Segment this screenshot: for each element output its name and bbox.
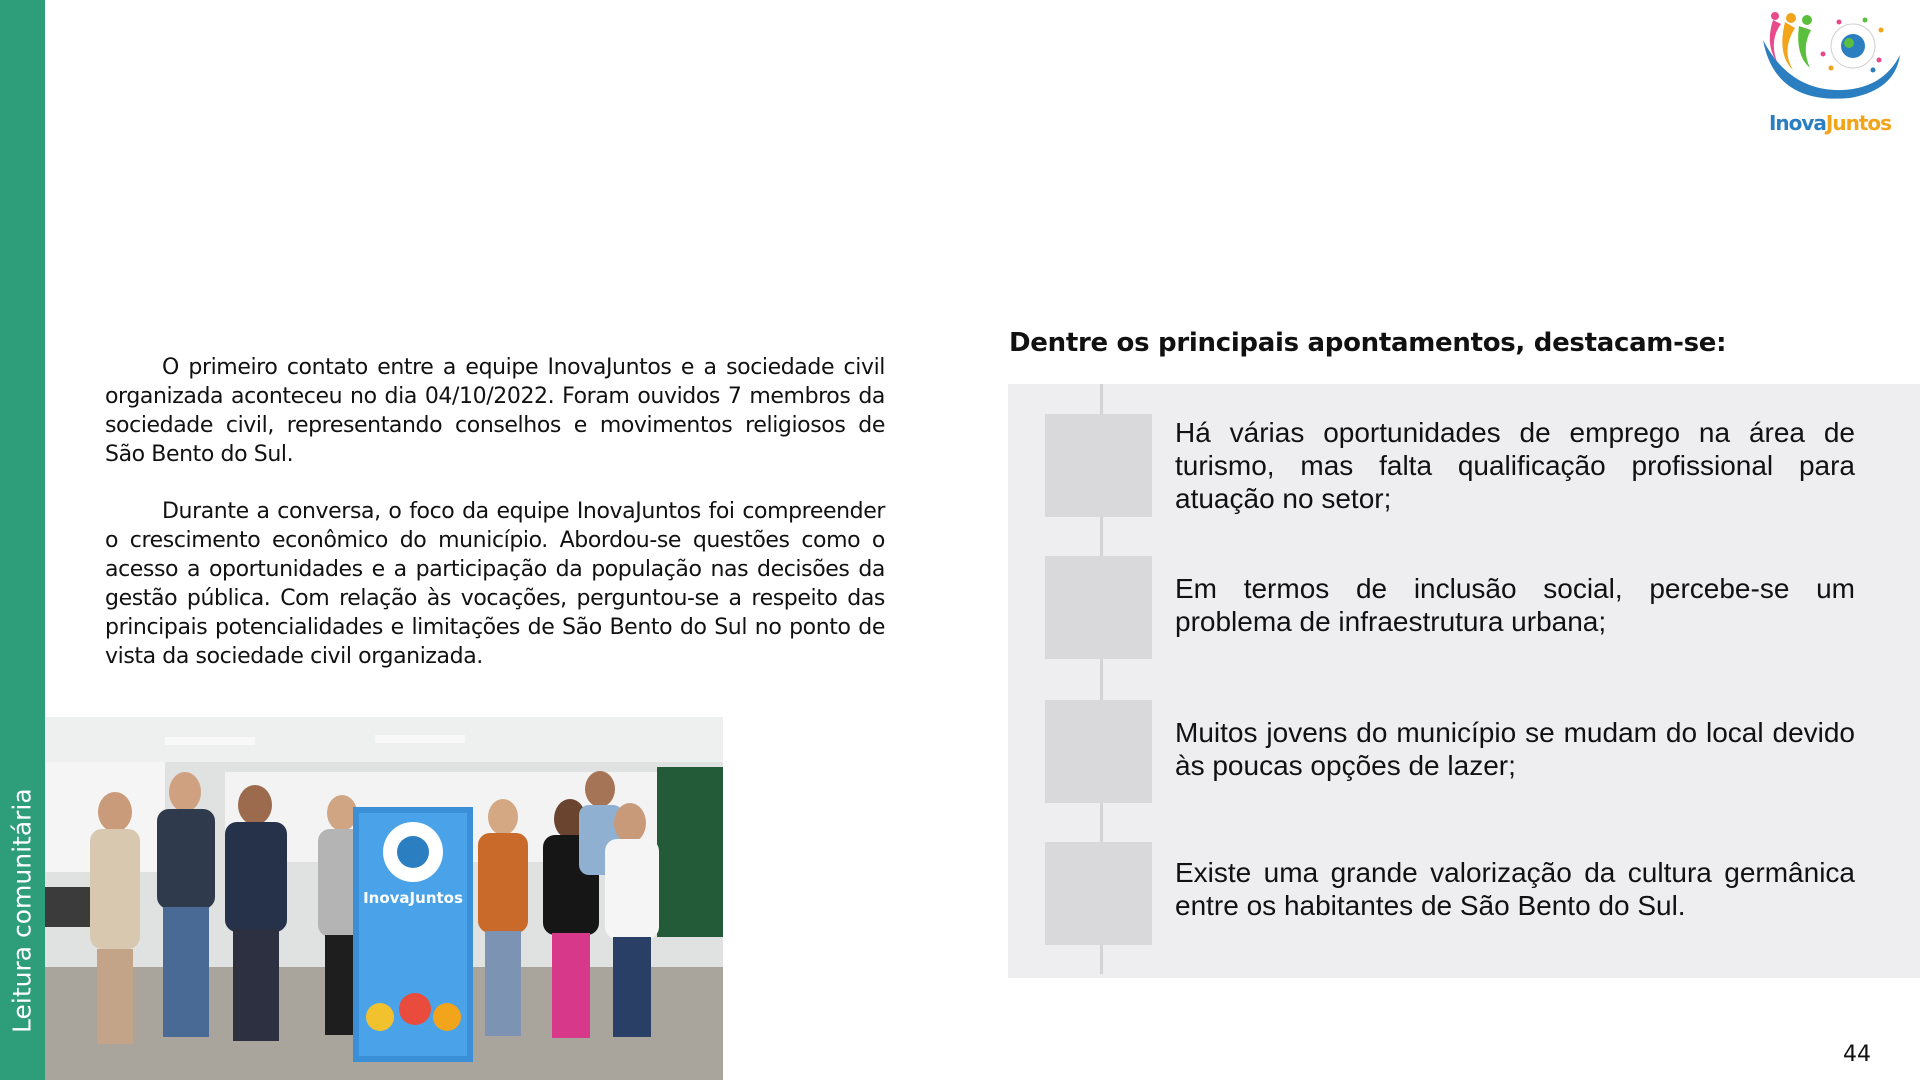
group-photo-image xyxy=(45,717,723,1080)
item-marker xyxy=(1045,700,1152,803)
logo-wordmark: InovaJuntos xyxy=(1768,111,1892,135)
item-marker xyxy=(1045,842,1152,945)
item-marker xyxy=(1045,414,1152,517)
sidebar-label: Leitura comunitária xyxy=(7,788,37,1033)
item-marker xyxy=(1045,556,1152,659)
group-photo xyxy=(45,717,723,1080)
highlight-item-3: Muitos jovens do município se mudam do local devido às poucas opções de lazer; xyxy=(1175,717,1855,781)
inovajuntos-logo xyxy=(1755,10,1905,135)
sidebar xyxy=(0,0,45,1080)
photo-banner-text: InovaJuntos xyxy=(363,889,463,907)
logo-emblem-icon xyxy=(1755,10,1905,110)
highlights-panel xyxy=(1008,384,1920,978)
highlights-title: Dentre os principais apontamentos, destacam-se: xyxy=(1009,328,1727,358)
highlight-item-1: Há várias oportunidades de emprego na área de turismo, mas falta qualificação profissional para atuação no setor; xyxy=(1175,417,1855,514)
highlight-item-2: Em termos de inclusão social, percebe-se um problema de infraestrutura urbana; xyxy=(1175,573,1855,637)
intro-paragraph-1: O primeiro contato entre a equipe InovaJuntos e a sociedade civil organizada aconteceu no dia 04/10/2022. Foram ouvidos 7 membros da sociedade civil, representando conselhos e movimentos religiosos de São Bento do Sul. xyxy=(105,355,885,467)
highlight-item-4: Existe uma grande valorização da cultura germânica entre os habitantes de São Bento do Sul. xyxy=(1175,857,1855,921)
intro-paragraph-2: Durante a conversa, o foco da equipe InovaJuntos foi compreender o crescimento econômico do município. Abordou-se questões como o acesso a oportunidades e a participação da população nas decisões da gestão pública. Com relação às vocações, perguntou-se a respeito das principais potencialidades e limitações de São Bento do Sul no ponto de vista da sociedade civil organizada. xyxy=(105,499,885,669)
page-number: 44 xyxy=(1843,1042,1871,1067)
